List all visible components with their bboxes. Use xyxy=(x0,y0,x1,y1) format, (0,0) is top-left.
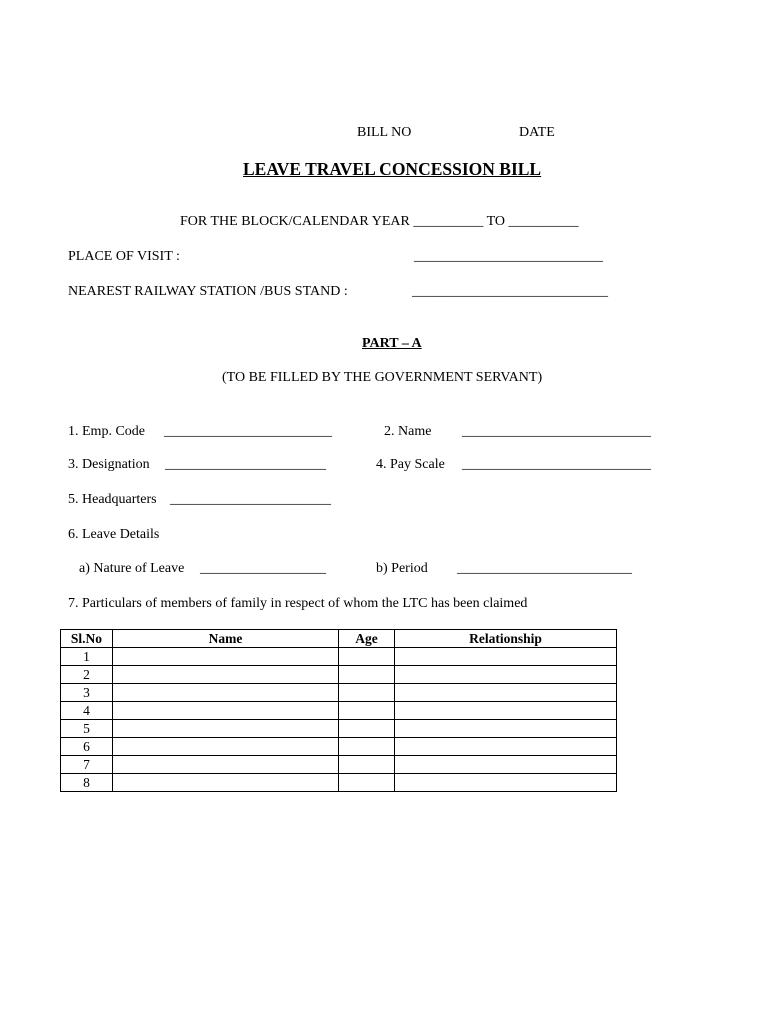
name-field[interactable]: ___________________________ xyxy=(462,424,651,439)
family-members-table xyxy=(60,629,617,792)
headquarters-field[interactable]: _______________________ xyxy=(170,492,331,507)
relationship-cell[interactable] xyxy=(395,648,617,666)
name-cell[interactable] xyxy=(113,756,339,774)
family-particulars-label: 7. Particulars of members of family in respect of whom the LTC has been claimed xyxy=(68,596,528,611)
designation-field[interactable]: _______________________ xyxy=(165,457,326,472)
nature-of-leave-label: a) Nature of Leave xyxy=(79,561,185,576)
period-field[interactable]: _________________________ xyxy=(457,561,632,576)
age-cell[interactable] xyxy=(339,720,395,738)
age-cell[interactable] xyxy=(339,756,395,774)
relationship-header: Relationship xyxy=(395,630,617,648)
name-cell[interactable] xyxy=(113,774,339,792)
nearest-station-label: NEAREST RAILWAY STATION /BUS STAND : xyxy=(68,284,348,299)
name-header: Name xyxy=(113,630,339,648)
slno-cell: 6 xyxy=(61,738,113,756)
block-year-line: FOR THE BLOCK/CALENDAR YEAR __________ TO __________ xyxy=(180,214,579,229)
slno-cell: 5 xyxy=(61,720,113,738)
name-cell[interactable] xyxy=(113,738,339,756)
relationship-cell[interactable] xyxy=(395,738,617,756)
relationship-cell[interactable] xyxy=(395,720,617,738)
slno-cell: 7 xyxy=(61,756,113,774)
nature-of-leave-field[interactable]: __________________ xyxy=(200,561,326,576)
table-row xyxy=(61,720,617,738)
place-of-visit-field[interactable]: ___________________________ xyxy=(414,249,603,264)
table-header-row xyxy=(61,630,617,648)
relationship-cell[interactable] xyxy=(395,756,617,774)
emp-code-label: 1. Emp. Code xyxy=(68,424,145,439)
emp-code-field[interactable]: ________________________ xyxy=(164,424,332,439)
slno-cell: 8 xyxy=(61,774,113,792)
name-cell[interactable] xyxy=(113,666,339,684)
part-a-title: PART – A xyxy=(362,336,422,351)
name-cell[interactable] xyxy=(113,648,339,666)
age-cell[interactable] xyxy=(339,774,395,792)
name-cell[interactable] xyxy=(113,702,339,720)
age-cell[interactable] xyxy=(339,666,395,684)
table-row xyxy=(61,666,617,684)
pay-scale-label: 4. Pay Scale xyxy=(376,457,445,472)
name-label: 2. Name xyxy=(384,424,432,439)
relationship-cell[interactable] xyxy=(395,774,617,792)
slno-cell: 3 xyxy=(61,684,113,702)
age-cell[interactable] xyxy=(339,648,395,666)
headquarters-label: 5. Headquarters xyxy=(68,492,157,507)
table-row xyxy=(61,738,617,756)
age-cell[interactable] xyxy=(339,738,395,756)
relationship-cell[interactable] xyxy=(395,684,617,702)
table-row xyxy=(61,684,617,702)
relationship-cell[interactable] xyxy=(395,702,617,720)
relationship-cell[interactable] xyxy=(395,666,617,684)
place-of-visit-label: PLACE OF VISIT : xyxy=(68,249,180,264)
age-cell[interactable] xyxy=(339,684,395,702)
date-label: DATE xyxy=(519,125,555,140)
designation-label: 3. Designation xyxy=(68,457,150,472)
bill-no-label: BILL NO xyxy=(357,125,412,140)
page-title: LEAVE TRAVEL CONCESSION BILL xyxy=(243,159,542,179)
table-row xyxy=(61,648,617,666)
slno-cell: 4 xyxy=(61,702,113,720)
age-header: Age xyxy=(339,630,395,648)
name-cell[interactable] xyxy=(113,684,339,702)
table-row xyxy=(61,774,617,792)
pay-scale-field[interactable]: ___________________________ xyxy=(462,457,651,472)
slno-header: Sl.No xyxy=(61,630,113,648)
period-label: b) Period xyxy=(376,561,428,576)
part-a-subtitle: (TO BE FILLED BY THE GOVERNMENT SERVANT) xyxy=(222,370,543,385)
age-cell[interactable] xyxy=(339,702,395,720)
leave-details-label: 6. Leave Details xyxy=(68,527,160,542)
slno-cell: 1 xyxy=(61,648,113,666)
table-row xyxy=(61,702,617,720)
nearest-station-field[interactable]: ____________________________ xyxy=(412,284,608,299)
table-row xyxy=(61,756,617,774)
name-cell[interactable] xyxy=(113,720,339,738)
slno-cell: 2 xyxy=(61,666,113,684)
